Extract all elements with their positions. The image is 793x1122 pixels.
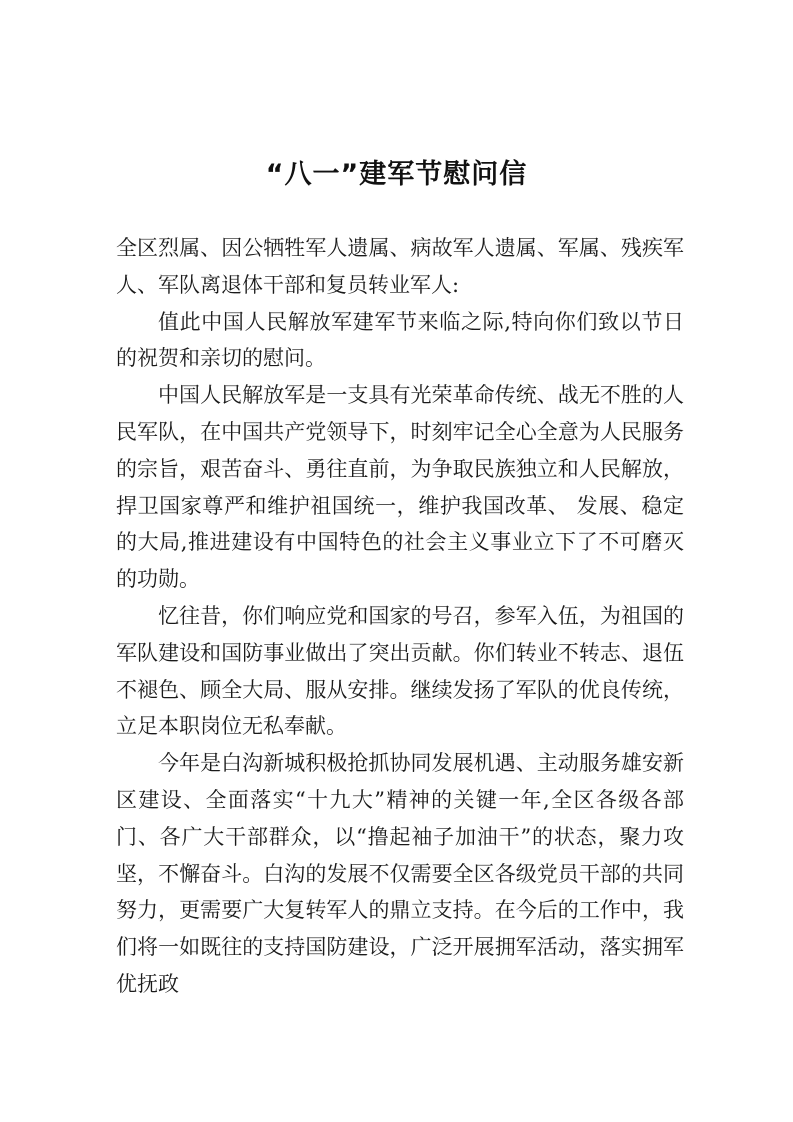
paragraph-greeting: 值此中国人民解放军建军节来临之际,特向你们致以节日的祝贺和亲切的慰问。 — [116, 309, 684, 371]
letter-body — [116, 230, 684, 1003]
paragraph-recollection: 忆往昔，你们响应党和国家的号召，参军入伍，为祖国的军队建设和国防事业做出了突出贡献。你们转业不转志、退伍不褪色、顾全大局、服从安排。继续发扬了军队的优良传统，立足本职岗位无私奉献。 — [116, 603, 684, 739]
paragraph-this-year: 今年是白沟新城积极抢抓协同发展机遇、主动服务雄安新区建设、全面落实“十九大”精神的关键一年,全区各级各部门、各广大干部群众，以“撸起袖子加油干”的状态，聚力攻坚，不懈奋斗。白沟的发展不仅需要全区各级党员干部的共同努力，更需要广大复转军人的鼎立支持。在今后的工作中，我们将一如既往的支持国防建设，广泛开展拥军活动，落实拥军优抚政 — [116, 751, 684, 996]
salutation: 全区烈属、因公牺牲军人遗属、病故军人遗属、军属、残疾军人、军队离退体干部和复员转业军人: — [116, 236, 684, 297]
letter-title: “八一”建军节慰问信 — [265, 159, 528, 190]
paragraph-pla-history: 中国人民解放军是一支具有光荣革命传统、战无不胜的人民军队，在中国共产党领导下，时刻牢记全心全意为人民服务的宗旨，艰苦奋斗、勇往直前，为争取民族独立和人民解放，捍卫国家尊严和维护祖国统一，维护我国改革、 发展、稳定的大局,推进建设有中国特色的社会主义事业立下了不可磨灭的功勋。 — [116, 383, 684, 592]
